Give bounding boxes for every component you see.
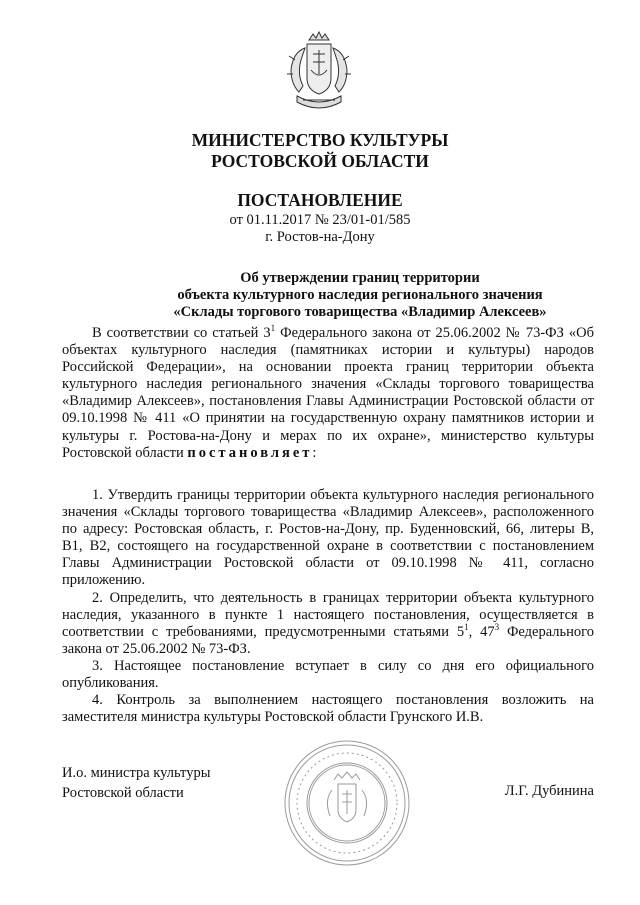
preamble-paragraph — [62, 325, 594, 462]
signatory-position-line2: Ростовской области — [62, 785, 184, 801]
item-2-part-c: Федерального закона от 25.06.2002 № 73-ФЗ. — [62, 623, 594, 657]
preamble-part1: В соответствии со статьей 3 — [92, 325, 271, 341]
ministry-name-line2: РОСТОВСКОЙ ОБЛАСТИ — [211, 151, 429, 171]
rostov-oblast-coat-of-arms-icon — [283, 30, 355, 120]
preamble — [62, 325, 594, 462]
document-meta — [0, 212, 640, 246]
preamble-sup: 1 — [270, 323, 276, 334]
item-2-part-b: , 47 — [468, 623, 495, 640]
official-seal-icon — [282, 738, 412, 868]
document-type: ПОСТАНОВЛЕНИЕ — [237, 190, 403, 210]
resolve-word: постановляет — [187, 444, 313, 461]
resolution-items — [62, 487, 594, 726]
ministry-name — [0, 130, 640, 172]
item-1: 1. Утвердить границы территории объекта культурного наследия регионального значения «Склады торгового товарищества «Владимир Алексеев», расположенного по адресу: Ростовская область, г. Ростов-на-Дону, пр. Буденновский, 66, литеры В, В1, В2, состоящего на государственной охране в соответствии с постановлением Главы Администрации Ростовской области от 09.10.1998 № 411, согласно приложению. — [62, 487, 594, 589]
signatory-position-line1: И.о. министра культуры — [62, 765, 211, 781]
subject-line1: Об утверждении границ территории — [240, 270, 480, 286]
preamble-part2: Федерального закона от 25.06.2002 № 73-ФЗ «Об объектах культурного наследия (памятниках истории и культуры) народов Российской Федерации», на основании проекта границ территории объекта культурного наследия регионального значения «Склады торгового товарищества «Владимир Алексеев», постановления Главы Администрации Ростовской области от 09.10.1998 № 411 «О принятии на государственную охрану памятников истории и культуры г. Ростова-на-Дону и мерах по их охране», министерство культуры Ростовской области — [62, 325, 594, 461]
subject-line3: «Склады торгового товарищества «Владимир Алексеев» — [173, 304, 547, 320]
signatory-name: Л.Г. Дубинина — [504, 783, 594, 799]
item-3: 3. Настоящее постановление вступает в силу со дня его официального опубликования. — [62, 657, 594, 692]
item-2-sup1: 1 — [464, 621, 469, 632]
subject-line2: объекта культурного наследия регионального значения — [177, 287, 543, 303]
item-4: 4. Контроль за выполнением настоящего постановления возложить на заместителя министра культуры Ростовской области Грунского И.В. — [62, 692, 594, 726]
ministry-name-line1: МИНИСТЕРСТВО КУЛЬТУРЫ — [191, 130, 449, 150]
item-2 — [62, 590, 594, 658]
document-subject — [120, 270, 600, 321]
item-2-part-a: 2. Определить, что деятельность в границах территории объекта культурного наследия, указанного в пункте 1 настоящего постановления, осуществляется в соответствии с требованиями, предусмотренными статьями 5 — [62, 589, 594, 640]
document-city: г. Ростов-на-Дону — [265, 229, 375, 245]
item-2-sup2: 3 — [494, 621, 500, 632]
document-date-number: от 01.11.2017 № 23/01-01/585 — [229, 212, 411, 228]
preamble-end: : — [312, 444, 317, 461]
signatory-position — [62, 763, 210, 803]
